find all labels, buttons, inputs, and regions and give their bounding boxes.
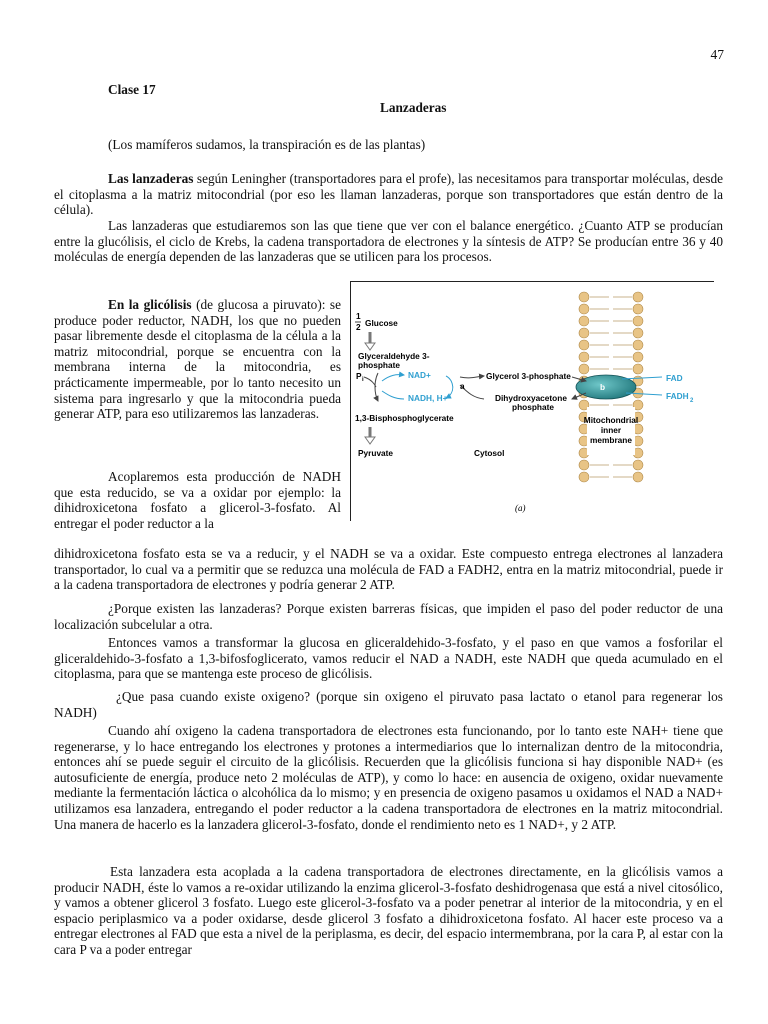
shuttle-diagram — [350, 281, 714, 521]
glycerol-3-phosphate: Glycerol 3-phosphate — [486, 371, 571, 381]
pi-label: P — [356, 371, 362, 381]
class-label: Clase 17 — [108, 82, 156, 97]
paragraph-entonces: Entonces vamos a transformar la glucosa en gliceraldehido-3-fosfato, y el paso en que vamos a fosforilar el gliceraldehido-3-fosfato a 1,3-bifosfoglicerato, vamos reducir el NAD a NADH, este NADH que queda acumulado en el citoplasma, para que se mantenga este proceso de glicólisis. — [54, 635, 723, 682]
g3p-label-2: phosphate — [358, 360, 400, 370]
glucose-half-den: 2 — [356, 322, 361, 332]
paragraph-acoplaremos: Acoplaremos esta producción de NADH que esta reducido, se va a oxidar por ejemplo: la dihidroxicetona fosfato a glicerol-3-fosfato. Al entregar el poder reductor a la — [54, 469, 341, 531]
paragraph-porque: ¿Porque existen las lanzaderas? Porque existen barreras físicas, que impiden el paso del poder reductor de una localización subcelular a otra. — [54, 601, 723, 632]
figure-caption: (a) — [515, 503, 526, 513]
bpg-label: 1,3-Bisphosphoglycerate — [355, 413, 454, 423]
paragraph-balance: Las lanzaderas que estudiaremos son las que tiene que ver con el balance energético. ¿Cuanto ATP se producían entre la glucólisis, el ciclo de Krebs, la cadena transportadora de electrones y la síntesis de ATP? Se producían entre 36 y 40 moléculas de energía dependen de las lanzaderas que se utilicen para los procesos. — [54, 218, 723, 265]
glucose-half-num: 1 — [356, 311, 361, 321]
page-title: Lanzaderas — [380, 100, 447, 115]
dhap-label-1: Dihydroxyacetone — [495, 393, 567, 403]
mito-label-2: inner — [600, 425, 622, 435]
paragraph-acoplada: Esta lanzadera esta acoplada a la cadena transportadora de electrones directamente, en la glicólisis vamos a producir NADH, éste lo vamos a re-oxidar utilizando la enzima glicerol-3-fosfato deshidrogenasa que está a nivel citosólico, y vamos a obtener glicerol 3 fosfato. Luego este glicerol-3-fosfato va a poder penetrar al interior de la mitocondria, y en el espacio periplasmico va a poder oxidarse, desde glicerol 3 fosfato a dihidroxicetona fosfato. Al hacer este proceso va a entregar electrones al FAD que esta a nivel de la periplasma, es decir, del espacio intermembrana, por la cara P, al estar con la cara P va a poder entregar — [54, 864, 723, 957]
mito-label-3: membrane — [590, 435, 632, 445]
fad-label: FAD — [666, 373, 683, 383]
cytosol-label: Cytosol — [474, 448, 505, 458]
shuttle-figure — [350, 281, 714, 521]
paragraph-oxigeno: ¿Que pasa cuando existe oxigeno? (porque sin oxigeno el piruvato pasa lactato o etanol para regenerar los NADH) — [54, 689, 723, 720]
page-number: 47 — [710, 47, 724, 62]
bold-term: En la glicólisis — [108, 297, 192, 312]
nadh-label: NADH, H+ — [408, 393, 448, 403]
dhap-label-2: phosphate — [512, 402, 554, 412]
paragraph-dihidroxicetona: dihidroxicetona fosfato esta se va a reducir, y el NADH se va a oxidar. Este compuesto entrega electrones al lanzadera transportador, lo cual va a permitir que se reduzca una molécula de FAD a FADH2, entra en la matriz mitocondrial, puede ir a la cadena transportadora de electrones y podría generar 2 ATP. — [54, 546, 723, 593]
paragraph-cuando: Cuando ahí oxigeno la cadena transportadora de electrones esta funcionando, por lo tanto este NAH+ tiene que regenerarse, y lo hace entregando los electrones y protones a intermediarios que lo internalizan dentro de la mitocondria, entonces ahí se puede seguir el circuito de la glicólisis. Recuerden que la glicólisis funciona si hay disponible NAD+ (es autosuficiente de energía, produce neto 2 moléculas de ATP), y como lo hace: en ausencia de oxigeno, oxidar nuevamente mediante la fermentación láctica o alcohólica da lo mismo; y en presencia de oxigeno pasamos u oxidamos el NAD a NAD+ utilizamos esa lanzadera, entregando el poder reductor a la cadena transportadora de electrones en la matriz mitocondrial. Una manera de hacerlo es la lanzadera glicerol-3-fosfato, donde el rendimiento neto es 1 NAD+, y 2 ATP. — [54, 723, 723, 832]
svg-text:i: i — [362, 377, 364, 383]
paragraph-text: (de glucosa a piruvato): se produce poder reductor, NADH, los que no pueden pasar libremente desde el citoplasma de la célula a la matriz mitocondrial, porque se encuentra con la membrana interna de la mitocondria, es prácticamente impermeable, por lo tanto necesito un sistema para ingresarlo y que la mitocondria pueda generar ATP, para eso utilizaremos las lanzaderas. — [54, 297, 341, 422]
svg-text:2: 2 — [690, 398, 694, 404]
paragraph-glicolisis — [54, 297, 341, 422]
glucose-label: Glucose — [365, 318, 398, 328]
paragraph-lanzaderas — [54, 171, 723, 218]
mito-label-1: Mitochondrial — [583, 415, 639, 425]
nad-label: NAD+ — [408, 370, 431, 380]
pyruvate-label: Pyruvate — [358, 448, 394, 458]
enzyme-a-label: a — [460, 381, 465, 391]
g3p-label-1: Glyceraldehyde 3- — [358, 351, 430, 361]
fadh2-label: FADH — [666, 391, 689, 401]
bold-term: Las lanzaderas — [108, 171, 194, 186]
paragraph-text: según Leningher (transportadores para el profe), las necesitamos para transportar moléculas, desde el citoplasma a la matriz mitocondrial (por eso les llaman lanzaderas, porque son transportadores que están dentro de la célula). — [54, 171, 723, 218]
intro-note: (Los mamíferos sudamos, la transpiración es de las plantas) — [108, 137, 426, 152]
enzyme-b-label: b — [600, 382, 606, 392]
